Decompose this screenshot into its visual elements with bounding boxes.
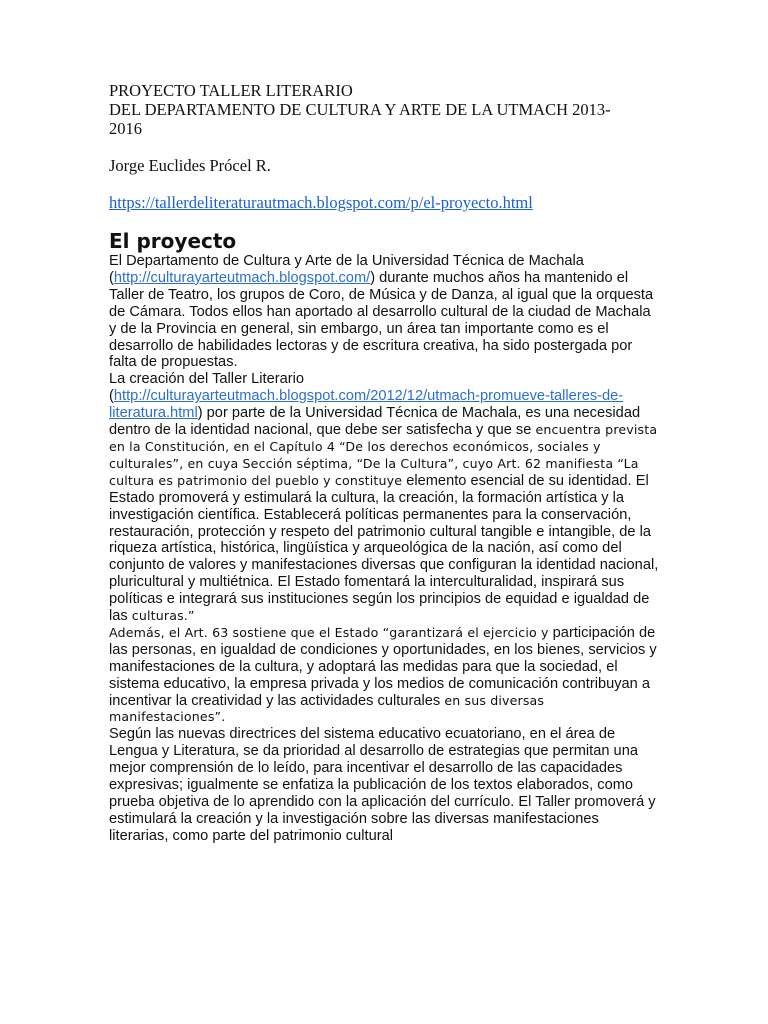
paragraph-2-text-a: La creación del Taller Literario ( [109, 371, 305, 405]
title-line-1: PROYECTO TALLER LITERARIO [109, 81, 353, 100]
document-body [109, 81, 661, 845]
paragraph-3-text-b: participación de las personas, en igualdad de condiciones y oportunidades, en los bienes, servicios y manifestaciones de la cultura, y adoptará las medidas para que la sociedad, el sistema educativo, la empresa privada y los medios de comunicación contribuyan a incentivar la creatividad y las actividades culturales [109, 624, 657, 709]
title-line-2: DEL DEPARTAMENTO DE CULTURA Y ARTE DE LA UTMACH 2013- [109, 100, 611, 119]
paragraph-1-text-b: ) durante muchos años ha mantenido el Taller de Teatro, los grupos de Coro, de Música y de Danza, al igual que la orquesta de Cámara. Todos ellos han aportado al desarrollo cultural de la ciudad de Machala y de la Provincia en general, sin embargo, un área tan importante como es el desarrollo de habilidades lectoras y de escritura creativa, ha sido postergada por falta de propuestas. [109, 269, 654, 371]
paragraph-1-link[interactable]: http://culturayarteutmach.blogspot.com/ [113, 269, 371, 286]
source-url-link[interactable]: https://tallerdeliteraturautmach.blogspot.com/p/el-proyecto.html [109, 193, 533, 212]
paragraph-3-text-a: Además, el Art. 63 sostiene que el Estado “garantizará el ejercicio y [109, 624, 549, 640]
paragraph-1 [109, 253, 661, 371]
paragraph-3-text-c: en sus diversas manifestaciones”. [109, 692, 545, 725]
paragraph-2-text-d: elemento esencial de su identidad. El Estado promoverá y estimulará la cultura, la creación, la formación artística y la investigación científica. Establecerá políticas permanentes para la conservación, restauración, protección y respeto del patrimonio cultural tangible e intangible, de la riqueza artística, histórica, lingüística y arqueológica de la nación, así como del conjunto de valores y manifestaciones diversas que configuran la identidad nacional, pluricultural y multiétnica. El Estado fomentará la interculturalidad, inspirará sus políticas e integrará sus instituciones según los principios de equidad e igualdad de las [109, 472, 659, 625]
paragraph-2-link[interactable]: http://culturayarteutmach.blogspot.com/2012/12/utmach-promueve-talleres-de-literatura.html [109, 388, 624, 422]
section-heading: El proyecto [109, 229, 237, 253]
paragraph-2-text-b: ) por parte de la Universidad Técnica de Machala, es una necesidad dentro de la identidad nacional, que debe ser satisfecha y que se [109, 405, 641, 439]
paragraph-2 [109, 371, 661, 625]
paragraph-3 [109, 625, 661, 726]
title-line-3: 2016 [109, 119, 142, 138]
document-header [109, 81, 661, 138]
paragraph-2-text-c: encuentra prevista en la Constitución, en el Capítulo 4 “De los derechos económicos, sociales y culturales”, en cuya Sección séptima, “De la Cultura”, cuyo Art. 62 manifiesta “La cultura es patrimonio del pueblo y constituye [109, 422, 658, 488]
paragraph-4: Según las nuevas directrices del sistema educativo ecuatoriano, en el área de Lengua y Literatura, se da prioridad al desarrollo de estrategias que permitan una mejor comprensión de lo leído, para incentivar el desarrollo de las capacidades expresivas; igualmente se enfatiza la publicación de los textos elaborados, como prueba objetiva de lo aprendido con la aplicación del currículo. El Taller promoverá y estimulará la creación y la investigación sobre las diversas manifestaciones literarias, como parte del patrimonio cultural [109, 726, 656, 844]
source-url-line [109, 193, 661, 212]
author-name: Jorge Euclides Prócel R. [109, 156, 271, 175]
paragraph-2-text-e: culturas.” [131, 608, 195, 624]
paragraph-1-text-a: El Departamento de Cultura y Arte de la Universidad Técnica de Machala ( [109, 253, 584, 286]
